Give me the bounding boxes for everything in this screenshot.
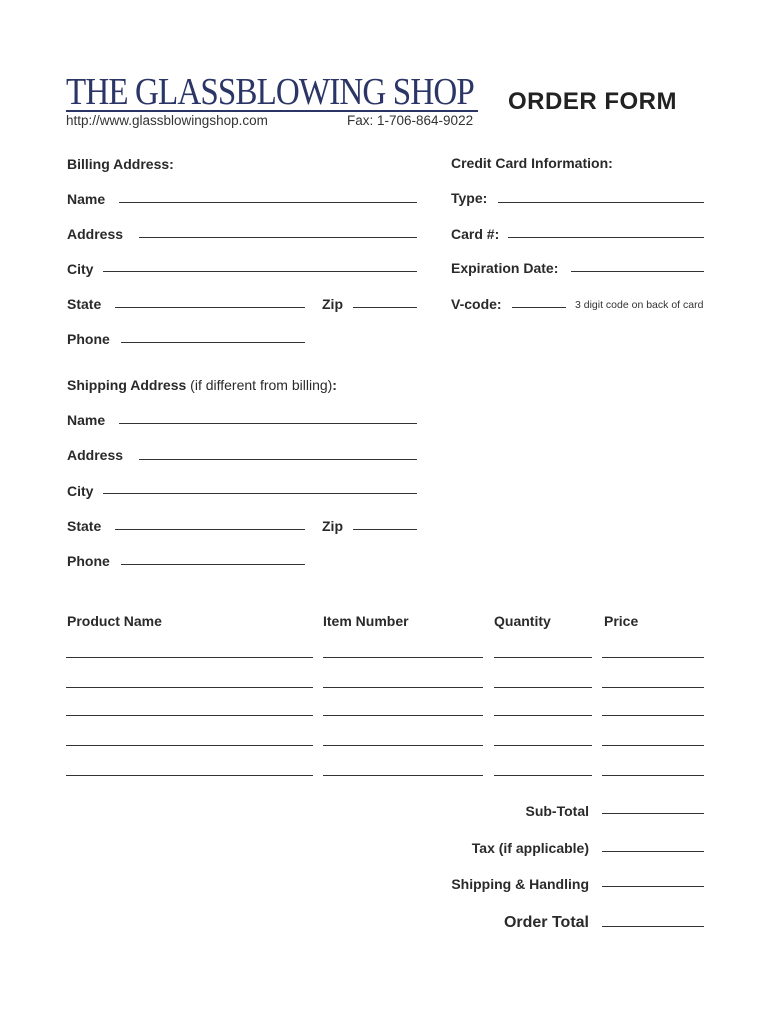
shipping-handling-field[interactable] — [602, 886, 704, 887]
shipping-address-field[interactable] — [139, 459, 417, 460]
shipping-state-field[interactable] — [115, 529, 305, 530]
billing-zip-label: Zip — [322, 296, 343, 312]
column-header-item-number: Item Number — [323, 613, 409, 629]
billing-state-field[interactable] — [115, 307, 305, 308]
shipping-phone-label: Phone — [67, 553, 110, 569]
price-field[interactable] — [602, 775, 704, 776]
item-number-field[interactable] — [323, 687, 483, 688]
shipping-address-label: Address — [67, 447, 124, 463]
product-name-field[interactable] — [66, 775, 313, 776]
shipping-state-label: State — [67, 518, 102, 534]
billing-phone-label: Phone — [67, 331, 110, 347]
billing-heading: Billing Address: — [67, 156, 174, 172]
expiration-field[interactable] — [571, 271, 704, 272]
quantity-field[interactable] — [494, 657, 592, 658]
vcode-field[interactable] — [512, 307, 566, 308]
credit-card-heading: Credit Card Information: — [451, 155, 613, 171]
shop-url[interactable]: http://www.glassblowingshop.com — [66, 113, 268, 128]
billing-address-field[interactable] — [139, 237, 417, 238]
billing-name-label: Name — [67, 191, 106, 207]
billing-zip-field[interactable] — [353, 307, 417, 308]
title-underline — [66, 110, 478, 112]
card-type-label: Type: — [451, 190, 488, 206]
order-total-field[interactable] — [602, 926, 704, 927]
price-field[interactable] — [602, 657, 704, 658]
product-name-field[interactable] — [66, 657, 313, 658]
billing-state-label: State — [67, 296, 102, 312]
price-field[interactable] — [602, 745, 704, 746]
shop-title: THE GLASSBLOWING SHOP — [66, 71, 474, 113]
billing-city-field[interactable] — [103, 271, 417, 272]
quantity-field[interactable] — [494, 715, 592, 716]
order-total-label: Order Total — [503, 914, 589, 931]
item-number-field[interactable] — [323, 657, 483, 658]
card-type-field[interactable] — [498, 202, 704, 203]
quantity-field[interactable] — [494, 775, 592, 776]
item-number-field[interactable] — [323, 745, 483, 746]
billing-phone-field[interactable] — [121, 342, 305, 343]
column-header-product-name: Product Name — [67, 613, 162, 629]
product-name-field[interactable] — [66, 745, 313, 746]
shipping-name-field[interactable] — [119, 423, 417, 424]
card-number-label: Card #: — [451, 226, 500, 242]
tax-label: Tax (if applicable) — [471, 840, 589, 856]
shipping-heading-colon: : — [332, 377, 337, 393]
card-number-field[interactable] — [508, 237, 704, 238]
shipping-handling-label: Shipping & Handling — [451, 876, 589, 892]
price-field[interactable] — [602, 687, 704, 688]
shipping-heading-bold: Shipping Address — [67, 377, 187, 393]
shipping-zip-field[interactable] — [353, 529, 417, 530]
shipping-heading-note: (if different from billing) — [186, 377, 333, 393]
form-title: ORDER FORM — [508, 88, 677, 115]
vcode-label: V-code: — [451, 296, 502, 312]
shipping-name-label: Name — [67, 412, 106, 428]
shipping-phone-field[interactable] — [121, 564, 305, 565]
shipping-zip-label: Zip — [322, 518, 343, 534]
column-header-price: Price — [604, 613, 639, 629]
tax-field[interactable] — [602, 851, 704, 852]
shipping-city-field[interactable] — [103, 493, 417, 494]
quantity-field[interactable] — [494, 687, 592, 688]
product-name-field[interactable] — [66, 687, 313, 688]
fax-number: Fax: 1-706-864-9022 — [347, 113, 474, 128]
subtotal-label: Sub-Total — [525, 803, 589, 819]
item-number-field[interactable] — [323, 715, 483, 716]
item-number-field[interactable] — [323, 775, 483, 776]
shipping-heading — [67, 377, 337, 393]
shipping-city-label: City — [67, 483, 94, 499]
billing-name-field[interactable] — [119, 202, 417, 203]
quantity-field[interactable] — [494, 745, 592, 746]
product-name-field[interactable] — [66, 715, 313, 716]
vcode-note: 3 digit code on back of card — [575, 299, 704, 311]
subtotal-field[interactable] — [602, 813, 704, 814]
billing-address-label: Address — [67, 226, 124, 242]
price-field[interactable] — [602, 715, 704, 716]
billing-city-label: City — [67, 261, 94, 277]
column-header-quantity: Quantity — [494, 613, 551, 629]
expiration-label: Expiration Date: — [451, 260, 559, 276]
